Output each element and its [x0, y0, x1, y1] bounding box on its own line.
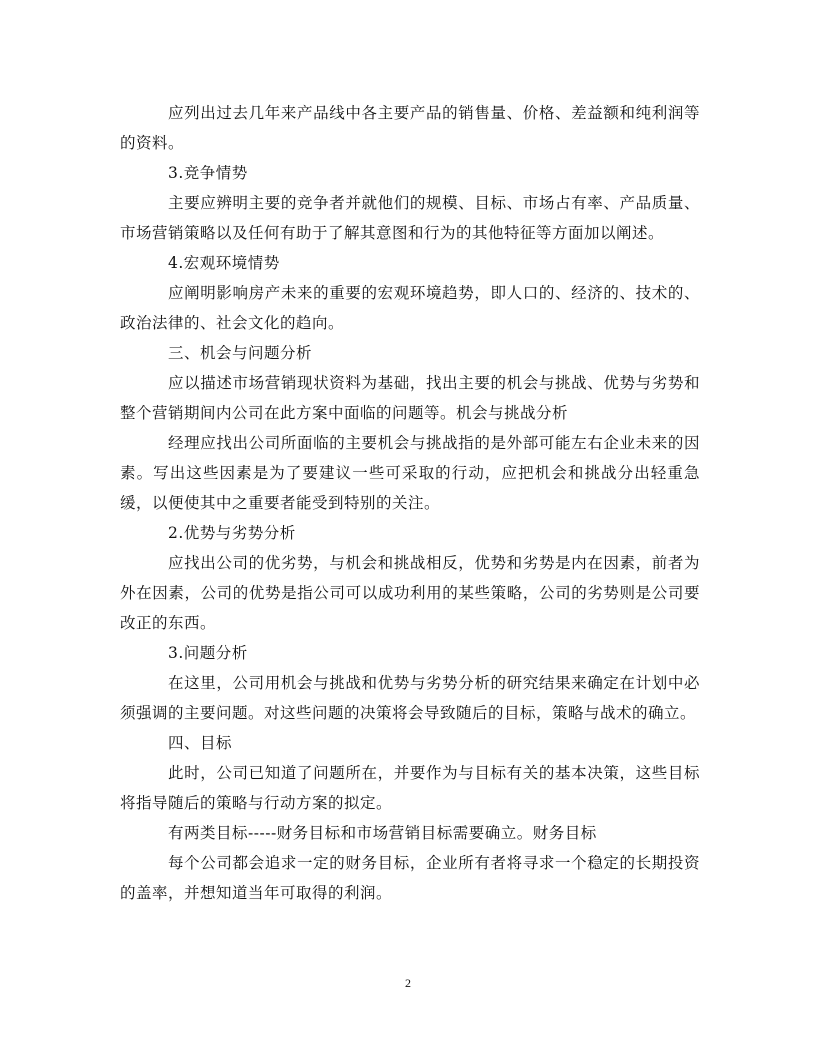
heading-opportunity-problem-analysis: 三、机会与问题分析 — [168, 344, 313, 362]
paragraph-financial-objectives: 每个公司都会追求一定的财务目标，企业所有者将寻求一个稳定的长期投资的盖率，并想知道当年可取得的利润。 — [120, 854, 700, 902]
paragraph-objectives-intro: 此时，公司已知道了问题所在，并要作为与目标有关的基本决策，这些目标将指导随后的策略与行动方案的拟定。 — [120, 764, 700, 812]
paragraph-opportunity-challenges: 经理应找出公司所面临的主要机会与挑战指的是外部可能左右企业未来的因素。写出这些因素是为了要建议一些可采取的行动，应把机会和挑战分出轻重急缓，以便使其中之重要者能受到特别的关注。 — [120, 434, 700, 512]
paragraph-opportunity-basis: 应以描述市场营销现状资料为基础，找出主要的机会与挑战、优势与劣势和整个营销期间内公司在此方案中面临的问题等。机会与挑战分析 — [120, 374, 700, 422]
paragraph-strengths-weaknesses: 应找出公司的优劣势，与机会和挑战相反，优势和劣势是内在因素，前者为外在因素，公司的优势是指公司可以成功利用的某些策略，公司的劣势则是公司要改正的东西。 — [120, 554, 700, 632]
page-number: 2 — [405, 976, 411, 990]
paragraph-sales-data: 应列出过去几年来产品线中各主要产品的销售量、价格、差益额和纯利润等的资料。 — [120, 104, 700, 152]
document-body — [120, 98, 700, 908]
paragraph-problem-analysis: 在这里，公司用机会与挑战和优势与劣势分析的研究结果来确定在计划中必须强调的主要问题。对这些问题的决策将会导致随后的目标，策略与战术的确立。 — [120, 674, 700, 722]
paragraph-two-objective-types: 有两类目标-----财务目标和市场营销目标需要确立。财务目标 — [168, 824, 597, 842]
heading-macro-environment: 4.宏观环境情势 — [168, 254, 280, 272]
heading-strengths-weaknesses: 2.优势与劣势分析 — [168, 524, 296, 542]
heading-competition: 3.竞争情势 — [168, 164, 248, 182]
heading-objectives: 四、目标 — [168, 734, 233, 752]
paragraph-macro-trends: 应阐明影响房产未来的重要的宏观环境趋势，即人口的、经济的、技术的、政治法律的、社会文化的趋向。 — [120, 284, 700, 332]
paragraph-competitors: 主要应辨明主要的竞争者并就他们的规模、目标、市场占有率、产品质量、市场营销策略以及任何有助于了解其意图和行为的其他特征等方面加以阐述。 — [120, 194, 700, 242]
heading-problem-analysis: 3.问题分析 — [168, 644, 248, 662]
